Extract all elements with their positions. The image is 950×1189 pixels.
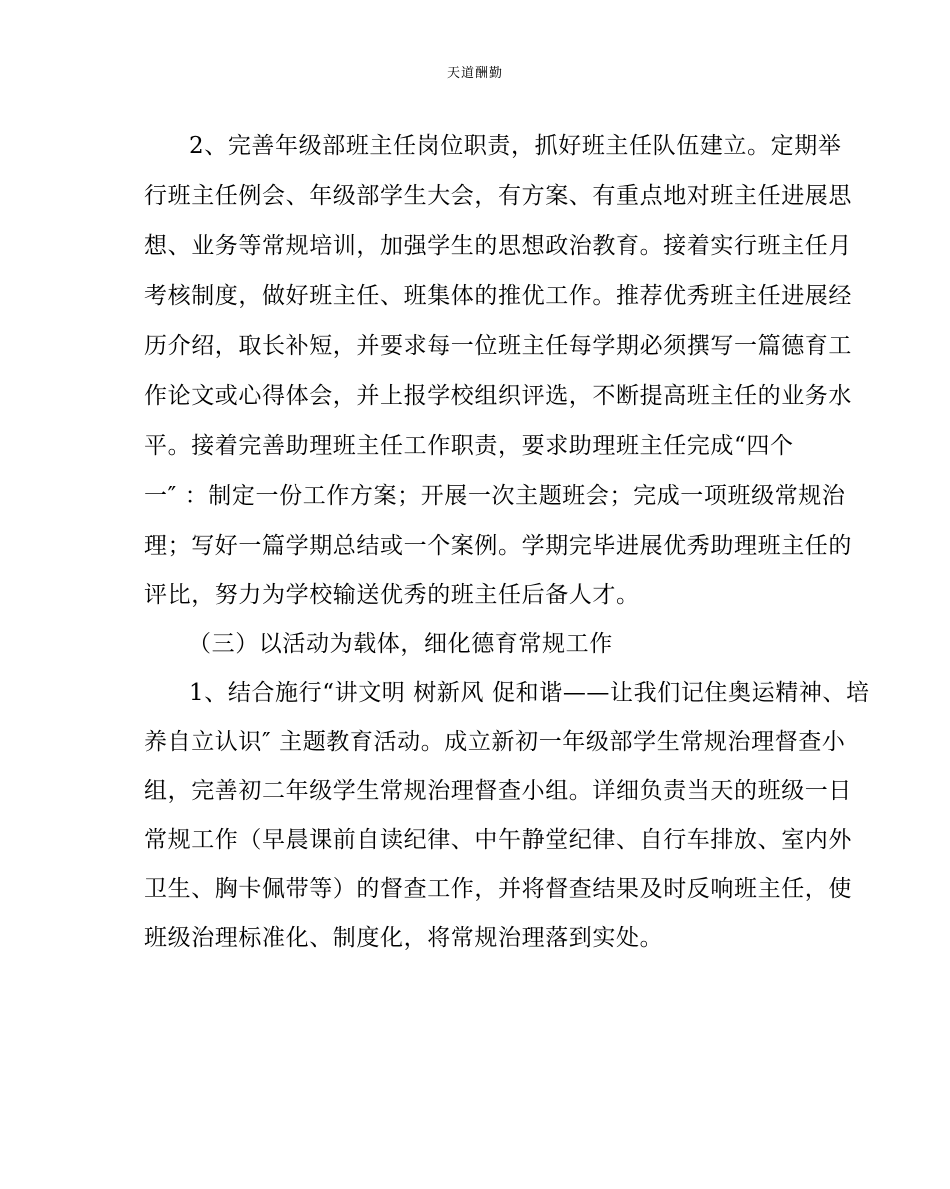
paragraph-line: 历介绍，取长补短，并要求每一位班主任每学期必须撰写一篇德育工: [144, 333, 852, 359]
paragraph-line: 常规工作（早晨课前自读纪律、中午静堂纪律、自行车排放、室内外: [144, 827, 852, 853]
paragraph-line: 组，完善初二年级学生常规治理督查小组。详细负责当天的班级一日: [144, 778, 852, 804]
paragraph-line: 一″ ：制定一份工作方案；开展一次主题班会；完成一项班级常规治: [144, 483, 846, 509]
paragraph-line: 作论文或心得体会，并上报学校组织评选，不断提高班主任的业务水: [144, 383, 852, 409]
paragraph-line: 行班主任例会、年级部学生大会，有方案、有重点地对班主任进展思: [144, 183, 852, 209]
paragraph-line: 平。接着完善助理班主任工作职责，要求助理班主任完成“四个: [144, 433, 794, 459]
section-heading: （三）以活动为载体，细化德育常规工作: [188, 631, 613, 657]
paragraph-line: 2、完善年级部班主任岗位职责，抓好班主任队伍建立。定期举: [189, 133, 842, 159]
paragraph-line: 1、结合施行“讲文明 树新风 促和谐——让我们记住奥运精神、培: [189, 680, 870, 706]
paragraph-line: 评比，努力为学校输送优秀的班主任后备人才。: [144, 582, 640, 608]
paragraph-line: 班级治理标准化、制度化，将常规治理落到实处。: [144, 925, 664, 951]
paragraph-line: 卫生、胸卡佩带等）的督查工作，并将督查结果及时反响班主任，使: [144, 876, 852, 902]
paragraph-line: 养自立认识″ 主题教育活动。成立新初一年级部学生常规治理督查小: [144, 729, 846, 755]
paragraph-line: 想、业务等常规培训，加强学生的思想政治教育。接着实行班主任月: [144, 233, 852, 259]
paragraph-line: 考核制度，做好班主任、班集体的推优工作。推荐优秀班主任进展经: [144, 283, 852, 309]
paragraph-line: 理；写好一篇学期总结或一个案例。学期完毕进展优秀助理班主任的: [144, 533, 852, 559]
page-header-title: 天道酬勤: [446, 66, 503, 81]
